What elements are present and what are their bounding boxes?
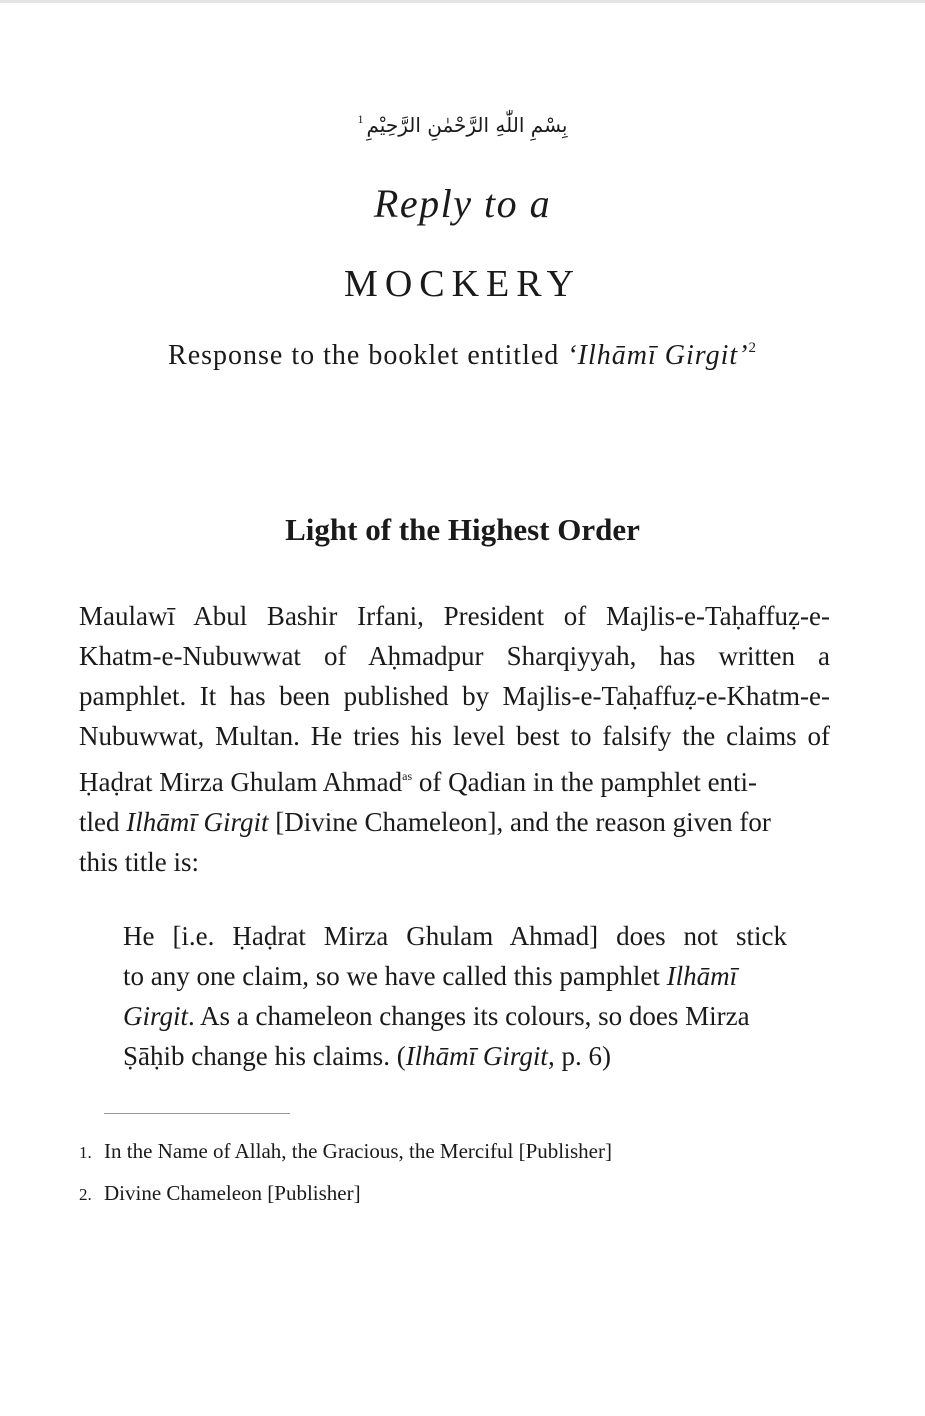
paragraph-italic: Ilhāmī Girgit <box>126 807 269 837</box>
paragraph-text: of Qadian in the pamphlet enti- <box>412 767 758 797</box>
paragraph-line: pamphlet. It has been published by Majlis-e-Taḥaffuẓ-e-Khatm-e- <box>79 681 830 711</box>
title-italic-line: Reply to a <box>373 181 552 226</box>
quote-line <box>123 996 787 1036</box>
paragraph-line: Nubuwwat, Multan. He tries his level best to falsify the claims of <box>79 721 830 751</box>
subtitle-prefix: Response to the booklet entitled <box>168 340 568 371</box>
footnote-number: 1. <box>79 1143 92 1162</box>
top-edge-rule <box>0 0 925 3</box>
quote-italic: Ilhāmī <box>666 961 738 991</box>
footnote-item <box>79 1173 839 1215</box>
basmala-footnote-ref[interactable]: 1 <box>357 112 364 126</box>
basmala-line <box>0 112 925 137</box>
footnote-divider <box>104 1113 290 1114</box>
quote-italic: Ilhāmī Girgit <box>405 1041 548 1071</box>
quote-italic: Girgit <box>123 1001 189 1031</box>
subtitle <box>0 340 925 372</box>
body-paragraph <box>79 596 830 882</box>
paragraph-line <box>79 802 830 842</box>
quote-text: to any one claim, so we have called this pamphlet <box>123 961 667 991</box>
paragraph-line: this title is: <box>79 847 200 877</box>
paragraph-text: Ḥaḍrat Mirza Ghulam Ahmad <box>79 767 403 797</box>
footnote-item <box>79 1131 839 1173</box>
block-quote <box>123 916 787 1076</box>
quote-line <box>123 956 787 996</box>
paragraph-line: Khatm-e-Nubuwwat of Aḥmadpur Sharqiyyah, has written a <box>79 641 830 671</box>
quote-text: Ṣāḥib change his claims. ( <box>123 1041 406 1071</box>
paragraph-text: tled <box>79 807 127 837</box>
paragraph-text: [Divine Chameleon], and the reason given for <box>268 807 771 837</box>
quote-line: He [i.e. Ḥaḍrat Mirza Ghulam Ahmad] does not stick <box>123 921 787 951</box>
section-heading: Light of the Highest Order <box>285 512 640 547</box>
subtitle-italic: ‘Ilhāmī Girgit’ <box>567 340 749 371</box>
paragraph-line: Maulawī Abul Bashir Irfani, President of Majlis-e-Taḥaffuẓ-e- <box>79 601 830 631</box>
subtitle-footnote-ref[interactable]: 2 <box>748 340 757 356</box>
quote-line <box>123 1036 787 1076</box>
title-caps-line: MOCKERY <box>344 263 581 305</box>
quote-text: . As a chameleon changes its colours, so does Mirza <box>188 1001 750 1031</box>
footnotes <box>79 1131 839 1215</box>
footnote-text: Divine Chameleon [Publisher] <box>104 1181 361 1205</box>
footnote-number: 2. <box>79 1185 92 1204</box>
quote-text: , p. 6) <box>547 1041 611 1071</box>
footnote-text: In the Name of Allah, the Gracious, the Merciful [Publisher] <box>104 1139 612 1163</box>
paragraph-line <box>79 756 830 802</box>
basmala-text: بِسْمِ اللّٰهِ الرَّحْمٰنِ الرَّحِيْمِ <box>366 113 568 137</box>
honorific-superscript: as <box>402 769 413 783</box>
